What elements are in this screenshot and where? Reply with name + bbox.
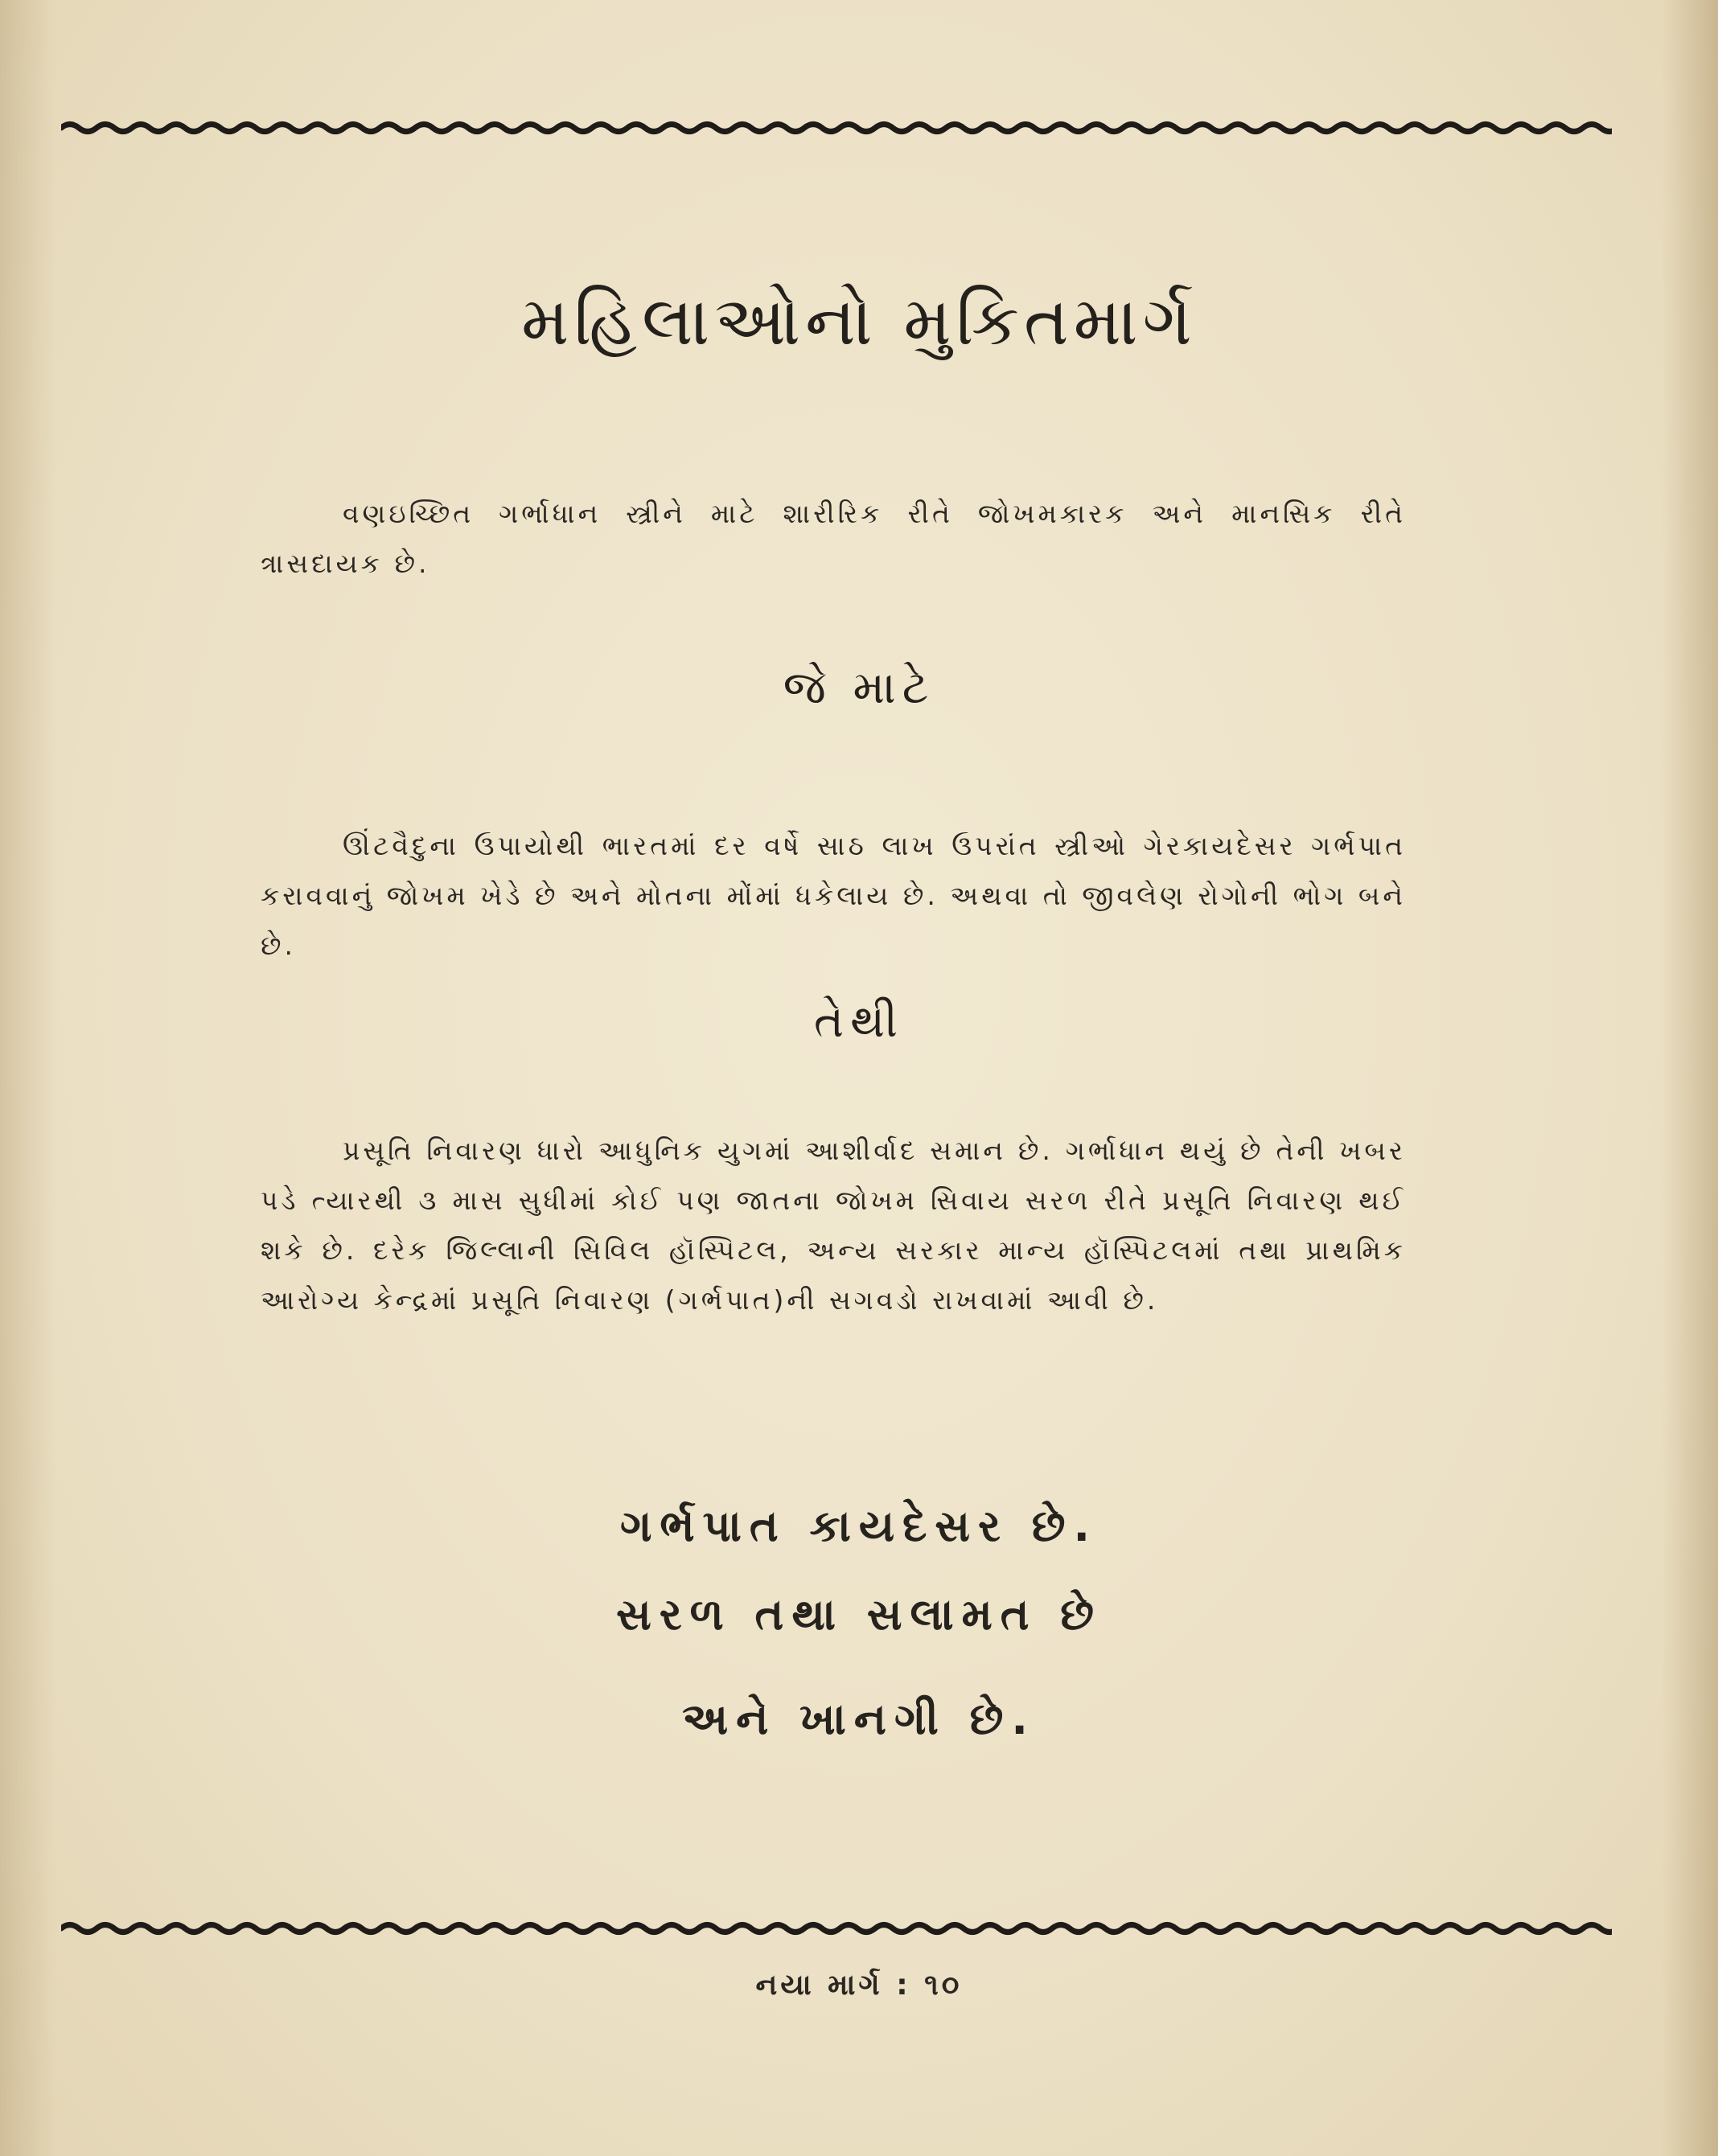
bottom-wavy-rule — [61, 1916, 1612, 1940]
closing-line-legal: ગર્ભપાત કાયદેસર છે. — [620, 1501, 1098, 1551]
section-heading-je-mate: જે માટે — [783, 662, 935, 714]
body-paragraph-law: પ્રસૂતિ નિવારણ ધારો આધુનિક યુગમાં આશીર્વાદ સમાન છે. ગર્ભાધાન થયું છે તેની ખબર પડે ત્યારથી ૩ માસ સુધીમાં કોઈ પણ જાતના જોખમ સિવાય સરળ રીતે પ્રસૂતિ નિવારણ થઈ શકે છે. દરેક જિલ્લાની સિવિલ હૉસ્પિટલ, અન્ય સરકાર માન્ય હૉસ્પિટલમાં તથા પ્રાથમિક આરોગ્ય કેન્દ્રમાં પ્રસૂતિ નિવારણ (ગર્ભપાત)ની સગવડો રાખવામાં આવી છે. — [261, 1135, 1406, 1316]
closing-line-safe: સરળ તથા સલામત છે — [615, 1589, 1103, 1640]
intro-paragraph: વણઇચ્છિત ગર્ભાધાન સ્ત્રીને માટે શારીરિક રીતે જોખમકારક અને માનસિક રીતે ત્રાસદાયક છે. — [261, 498, 1406, 579]
body-paragraph-quack-remedies: ઊંટવૈદુના ઉપાયોથી ભારતમાં દર વર્ષે સાઠ લાખ ઉપરાંત સ્ત્રીઓ ગેરકાયદેસર ગર્ભપાત કરાવવાનું જોખમ ખેડે છે અને મોતના મોંમાં ધકેલાય છે. અથવા તો જીવલેણ રોગોની ભોગ બને છે. — [261, 830, 1406, 961]
section-heading-tethi: તેથી — [813, 996, 905, 1048]
closing-line-private: અને ખાનગી છે. — [682, 1694, 1036, 1744]
top-wavy-rule — [61, 116, 1612, 140]
page-title: મહિલાઓનો મુકિતમાર્ગ — [521, 281, 1197, 360]
page-footer: નયા માર્ગ : ૧૦ — [755, 1969, 963, 2002]
